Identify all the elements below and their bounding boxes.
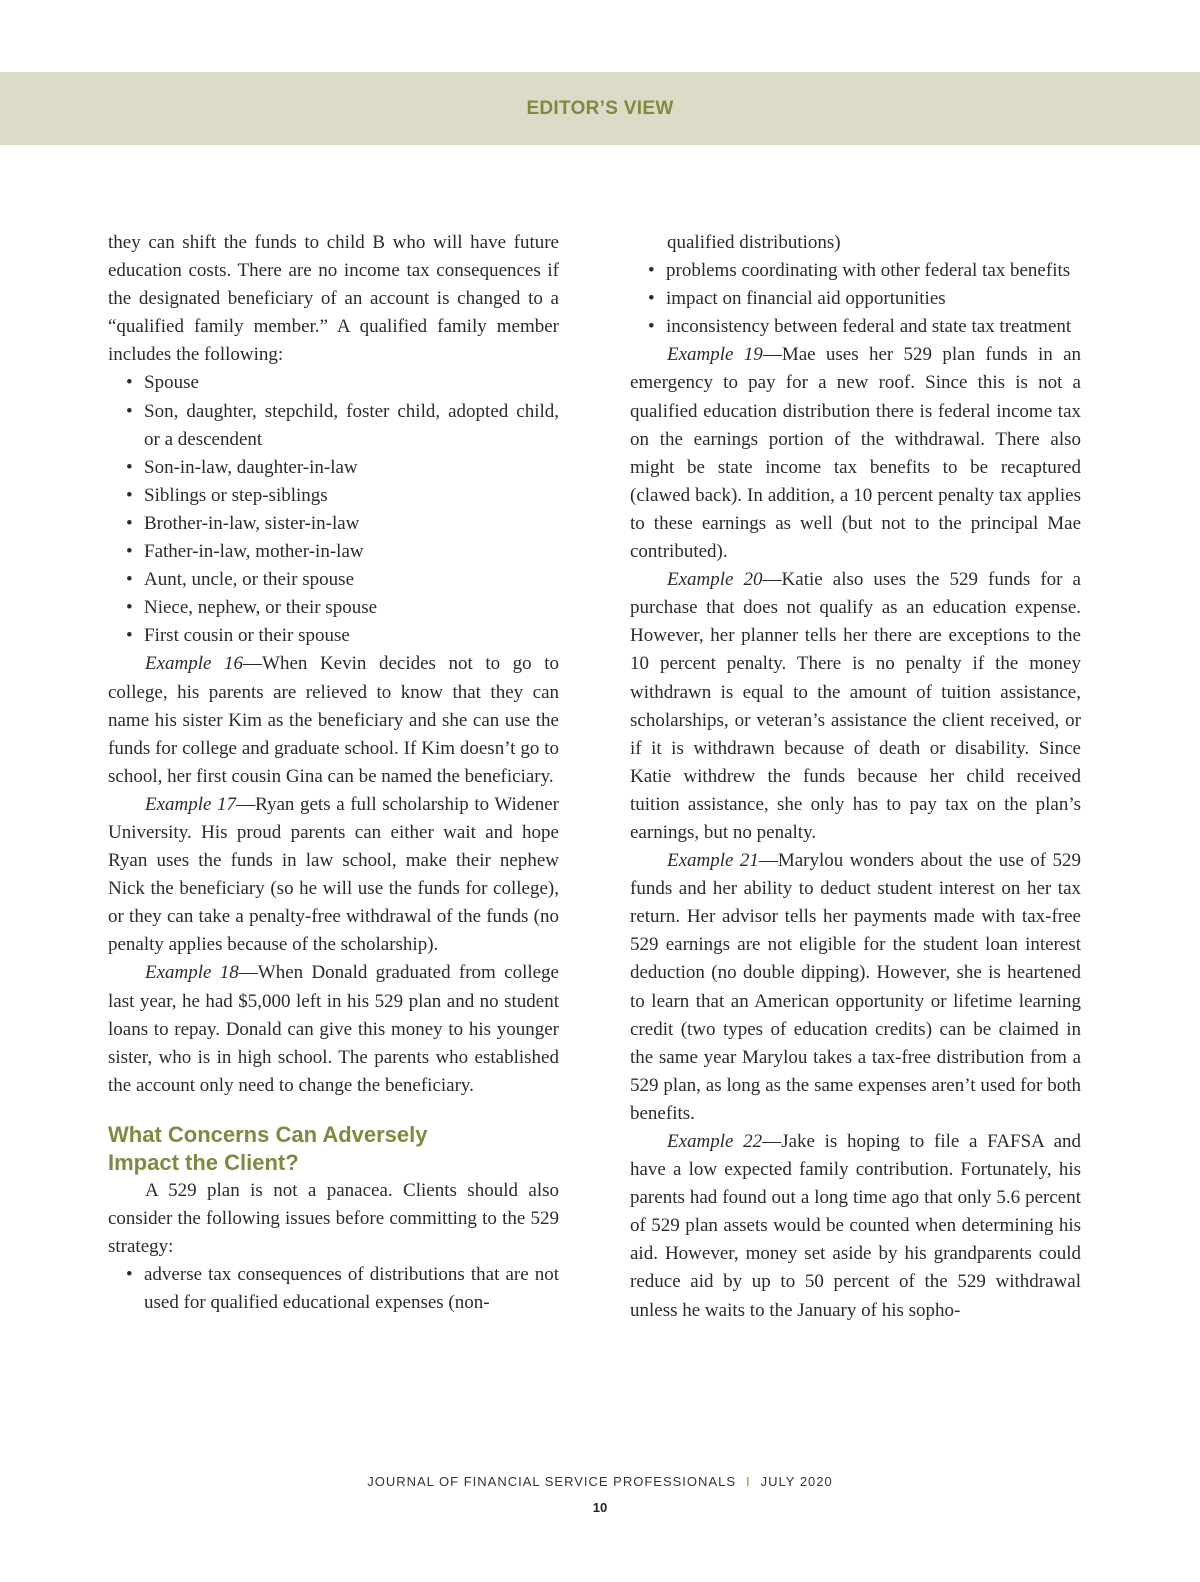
list-item: • Son-in-law, daughter-in-law xyxy=(108,454,559,482)
concerns-list xyxy=(108,1261,559,1317)
example-label: Example 21 xyxy=(667,850,759,872)
example-20-paragraph: Example 20—Katie also uses the 529 funds for a purchase that does not qualify as an education expense. However, her planner tells her there are exceptions to the 10 percent penalty. There is no penalty if the money withdrawn is equal to the amount of tuition assistance, scholarships, or veteran’s assistance the client received, or if it is withdrawn because of death or disability. Since Katie withdrew the funds because her child received tuition assistance, she only has to pay tax on the plan’s earnings, but no penalty. xyxy=(630,569,1081,843)
family-member-list xyxy=(108,369,559,650)
list-item: • Son, daughter, stepchild, foster child, adopted child, or a descendent xyxy=(108,398,559,454)
journal-name: JOURNAL OF FINANCIAL SERVICE PROFESSIONALS xyxy=(367,1474,736,1489)
example-label: Example 16 xyxy=(145,653,244,675)
list-item: • Spouse xyxy=(108,369,559,397)
list-item: • adverse tax consequences of distributions that are not used for qualified educational expenses (non- xyxy=(108,1261,559,1317)
example-16-paragraph: Example 16—When Kevin decides not to go to college, his parents are relieved to know that they can name his sister Kim as the beneficiary and she can use the funds for college and graduate school. If Kim doesn’t go to school, her first cousin Gina can be named the beneficiary. xyxy=(108,653,559,787)
example-22-paragraph: Example 22—Jake is hoping to file a FAFSA and have a low expected family contribution. Fortunately, his parents had found out a long time ago that only 5.6 percent of 529 plan assets would be counted when determining his aid. However, money set aside by his grandparents could reduce aid by up to 50 percent of the 529 withdrawal unless he waits to the January of his sopho- xyxy=(630,1131,1081,1321)
example-label: Example 18 xyxy=(145,962,239,984)
bullet-icon: • xyxy=(126,541,133,563)
list-item: • problems coordinating with other federal tax benefits xyxy=(630,257,1081,285)
list-item: • impact on financial aid opportunities xyxy=(630,285,1081,313)
bullet-icon: • xyxy=(648,260,655,282)
intro-paragraph: they can shift the funds to child B who will have future education costs. There are no income tax consequences if the designated beneficiary of an account is changed to a “qualified family member.” A qualified family member includes the following: xyxy=(108,232,559,366)
bullet-icon: • xyxy=(126,625,133,647)
journal-footer xyxy=(0,1474,1200,1489)
bullet-icon: • xyxy=(126,1264,133,1286)
list-item: • Father-in-law, mother-in-law xyxy=(108,538,559,566)
example-label: Example 17 xyxy=(145,793,237,815)
right-column xyxy=(630,229,1081,1325)
page-number: 10 xyxy=(592,1500,608,1515)
list-item: • Brother-in-law, sister-in-law xyxy=(108,510,559,538)
section-title: EDITOR’S VIEW xyxy=(526,97,674,119)
issue-date: JULY 2020 xyxy=(760,1474,833,1489)
list-item: • Aunt, uncle, or their spouse xyxy=(108,566,559,594)
bullet-icon: • xyxy=(126,400,133,422)
concerns-list-continued xyxy=(630,257,1081,341)
section-heading: What Concerns Can Adversely Impact the Client? xyxy=(108,1121,428,1175)
example-label: Example 20 xyxy=(667,569,763,591)
bullet-icon: • xyxy=(648,288,655,310)
example-label: Example 19 xyxy=(667,344,763,366)
editors-view-banner xyxy=(0,72,1200,145)
bullet-icon: • xyxy=(126,512,133,534)
bullet-icon: • xyxy=(126,597,133,619)
bullet-icon: • xyxy=(126,484,133,506)
list-item: • Niece, nephew, or their spouse xyxy=(108,594,559,622)
example-21-paragraph: Example 21—Marylou wonders about the use of 529 funds and her ability to deduct student interest on her tax return. Her advisor tells her payments made with tax-free 529 earnings are not eligible for the student loan interest deduction (no double dipping). However, she is heartened to learn that an American opportunity or lifetime learning credit (two types of education credits) can be claimed in the same year Marylou takes a tax-free distribution from a 529 plan, as long as the same expenses aren’t used for both benefits. xyxy=(630,850,1081,1124)
list-item: • inconsistency between federal and state tax treatment xyxy=(630,313,1081,341)
list-item: • First cousin or their spouse xyxy=(108,622,559,650)
example-17-paragraph: Example 17—Ryan gets a full scholarship to Widener University. His proud parents can either wait and hope Ryan uses the funds in law school, make their nephew Nick the beneficiary (so he will use the funds for college), or they can take a penalty-free withdrawal of the funds (no penalty applies because of the scholarship). xyxy=(108,793,559,956)
example-19-paragraph: Example 19—Mae uses her 529 plan funds in an emergency to pay for a new roof. Since this is not a qualified education distribution there is federal income tax on the earnings portion of the withdrawal. There also might be state income tax benefits to be recaptured (clawed back). In addition, a 10 percent penalty tax applies to these earnings as well (but not to the principal Mae contributed). xyxy=(630,344,1081,563)
list-item: • Siblings or step-siblings xyxy=(108,482,559,510)
list-item-continuation: qualified distributions) xyxy=(667,232,841,253)
bullet-icon: • xyxy=(648,316,655,338)
concerns-intro-paragraph: A 529 plan is not a panacea. Clients should also consider the following issues before committing to the 529 strategy: xyxy=(108,1179,559,1258)
left-column xyxy=(108,229,559,1317)
footer-separator: I xyxy=(746,1474,751,1489)
bullet-icon: • xyxy=(126,456,133,478)
example-18-paragraph: Example 18—When Donald graduated from college last year, he had $5,000 left in his 529 plan and no student loans to repay. Donald can give this money to his younger sister, who is in high school. The parents who established the account only need to change the beneficiary. xyxy=(108,962,559,1096)
example-label: Example 22 xyxy=(667,1131,763,1152)
bullet-icon: • xyxy=(126,569,133,591)
bullet-icon: • xyxy=(126,372,133,394)
